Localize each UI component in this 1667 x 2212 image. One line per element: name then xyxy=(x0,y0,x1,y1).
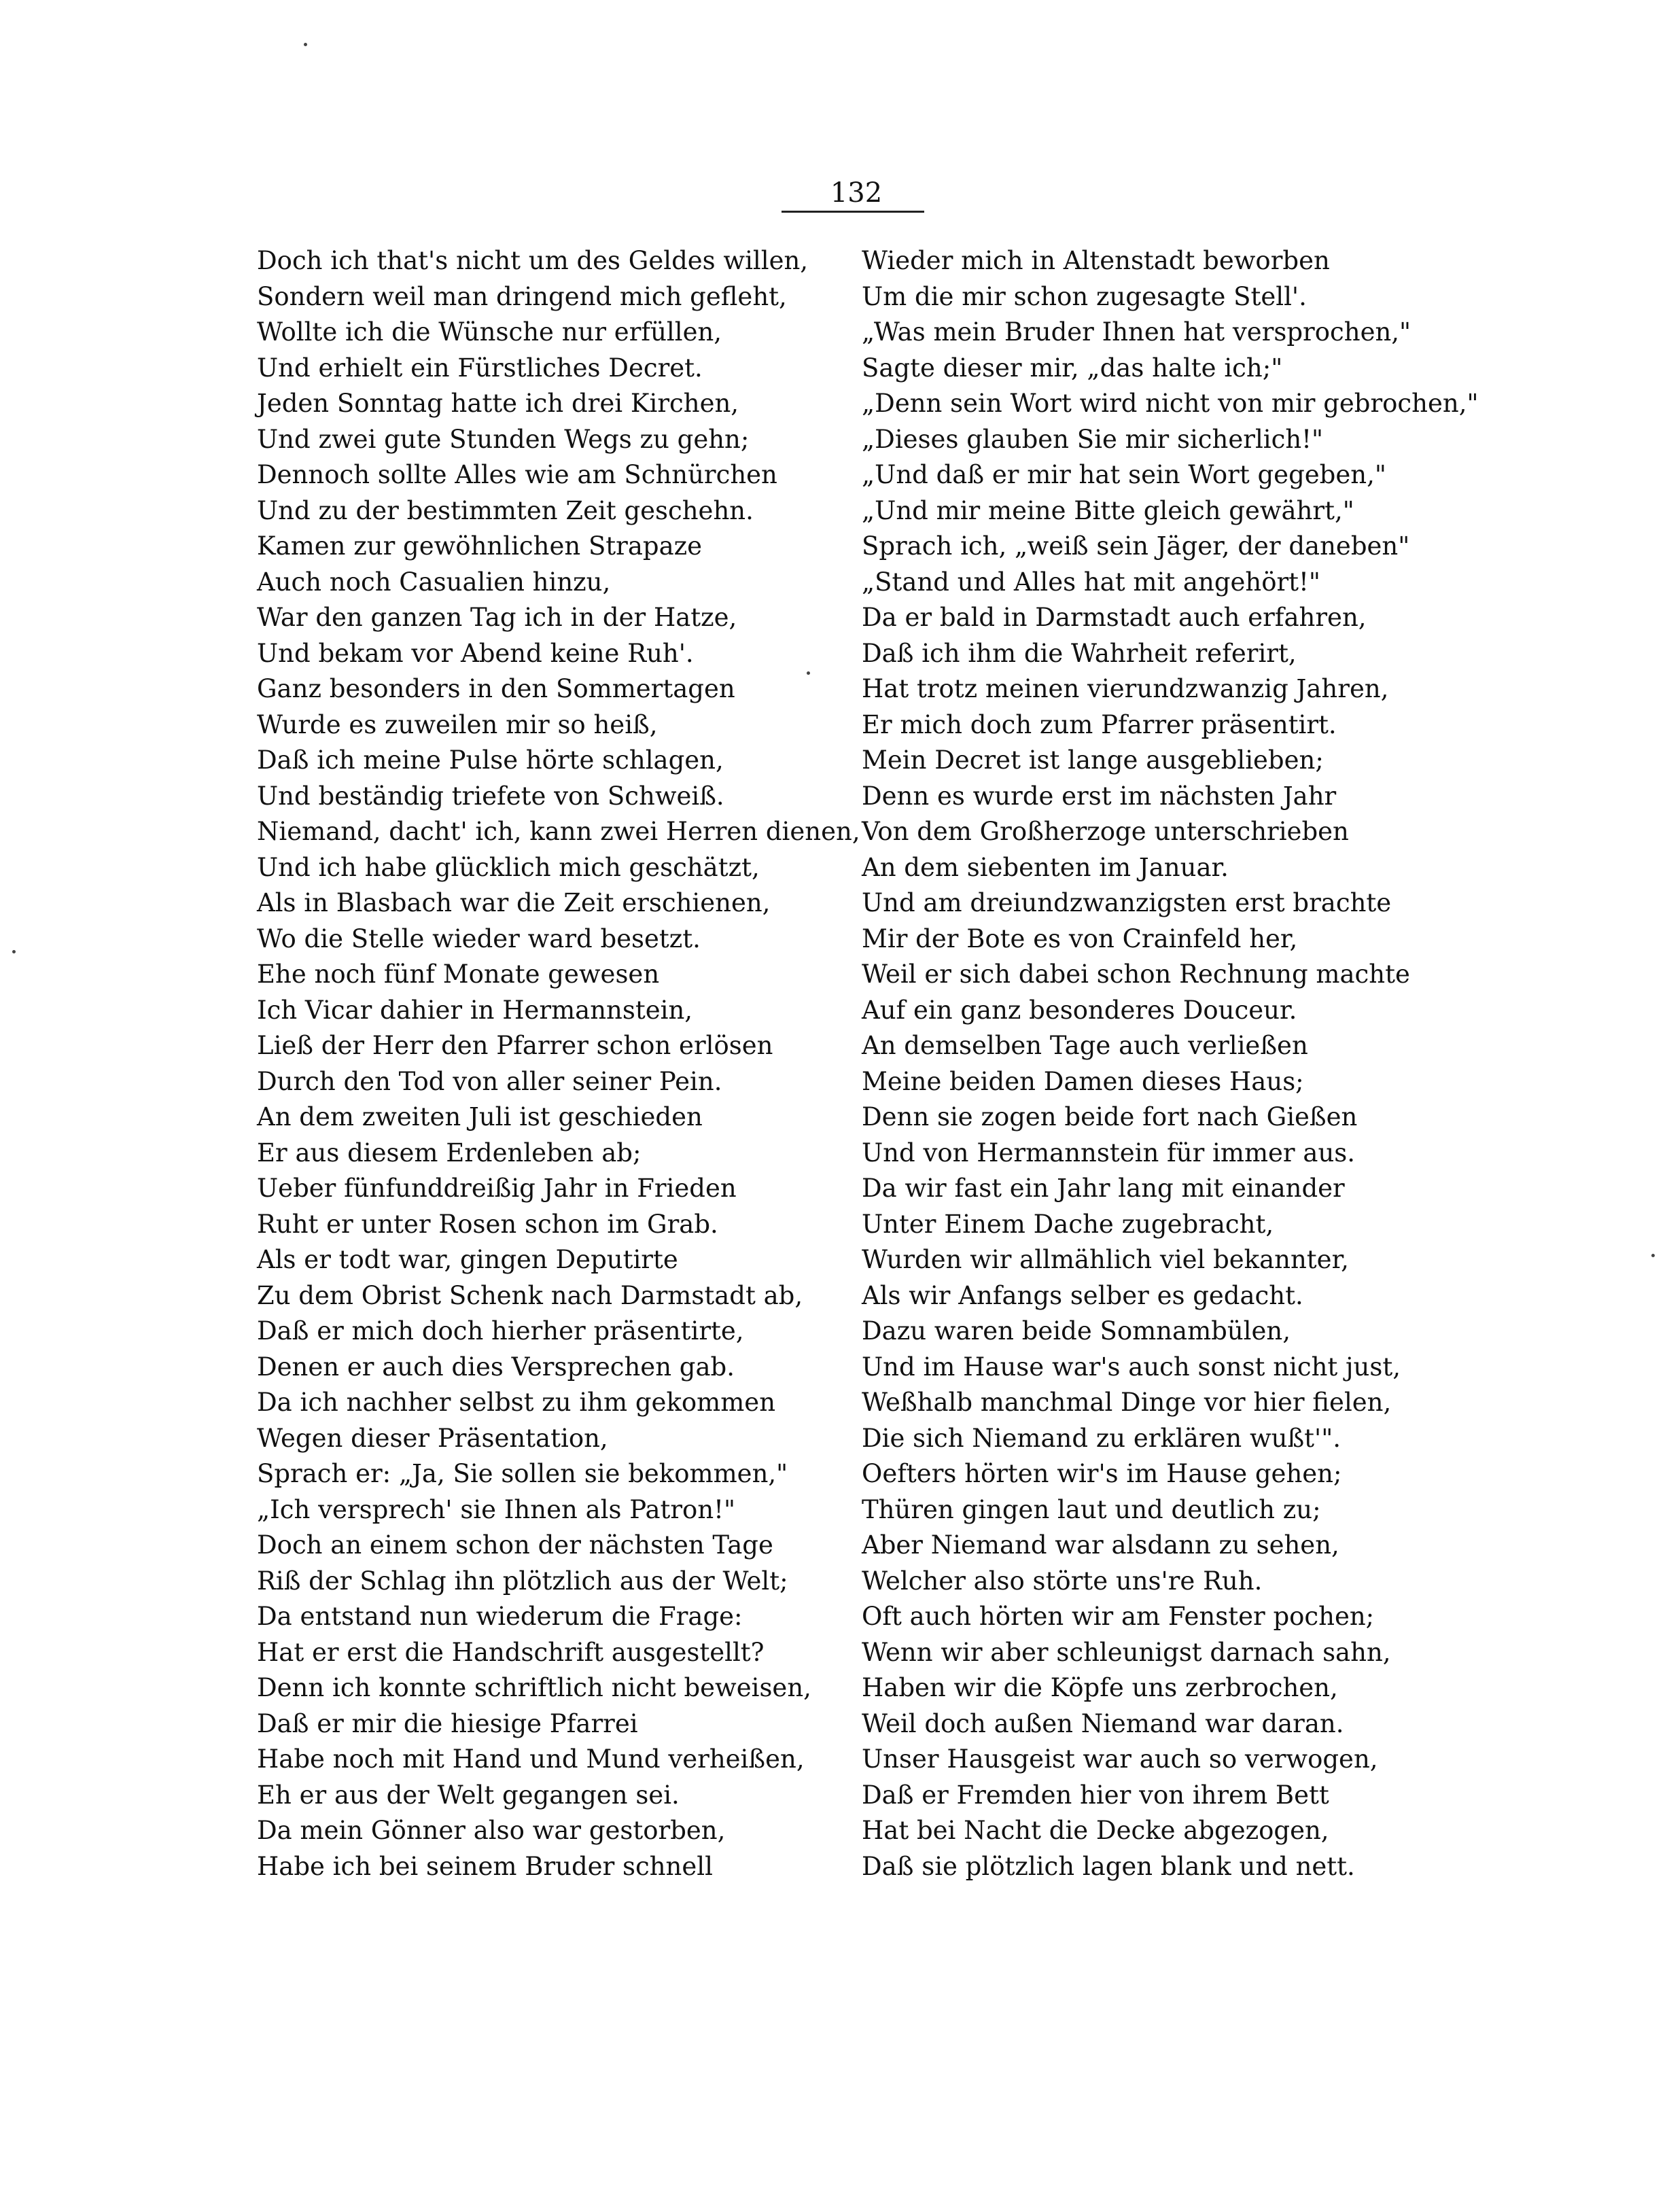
verse-line: Sagte dieser mir, „das halte ich;" xyxy=(862,353,1283,383)
verse-line: Sondern weil man dringend mich gefleht, xyxy=(257,281,787,311)
verse-line: Als er todt war, gingen Deputirte xyxy=(257,1245,678,1274)
verse-line: Da ich nachher selbst zu ihm gekommen xyxy=(257,1388,776,1417)
verse-line: Hat er erst die Handschrift ausgestellt? xyxy=(257,1637,765,1667)
verse-line: Und beständig triefete von Schweiß. xyxy=(257,781,724,811)
verse-line: Durch den Tod von aller seiner Pein. xyxy=(257,1066,722,1096)
verse-line: Mein Decret ist lange ausgeblieben; xyxy=(862,745,1324,775)
verse-line: Haben wir die Köpfe uns zerbrochen, xyxy=(862,1673,1338,1702)
verse-line: War den ganzen Tag ich in der Hatze, xyxy=(257,603,737,632)
verse-line: Da entstand nun wiederum die Frage: xyxy=(257,1602,743,1631)
verse-line: Denn sie zogen beide fort nach Gießen xyxy=(862,1102,1358,1131)
verse-line: Weßhalb manchmal Dinge vor hier fielen, xyxy=(862,1388,1392,1417)
verse-line: Ehe noch fünf Monate gewesen xyxy=(257,960,660,989)
verse-line: Hat bei Nacht die Decke abgezogen, xyxy=(862,1816,1329,1845)
verse-line: Zu dem Obrist Schenk nach Darmstadt ab, xyxy=(257,1280,803,1310)
right-verse-column xyxy=(862,243,1478,1884)
verse-line: Welcher also störte uns're Ruh. xyxy=(862,1566,1263,1596)
verse-line: Und am dreiundzwanzigsten erst brachte xyxy=(862,888,1392,917)
verse-line: Weil er sich dabei schon Rechnung machte xyxy=(862,960,1410,989)
verse-line: Daß ich meine Pulse hörte schlagen, xyxy=(257,745,724,775)
verse-line: Oefters hörten wir's im Hause gehen; xyxy=(862,1459,1342,1488)
verse-line: Dazu waren beide Somnambülen, xyxy=(862,1316,1291,1346)
verse-line: „Was mein Bruder Ihnen hat versprochen," xyxy=(862,317,1411,347)
verse-line: Unter Einem Dache zugebracht, xyxy=(862,1209,1274,1239)
verse-line: Da er bald in Darmstadt auch erfahren, xyxy=(862,603,1367,632)
verse-line: An dem siebenten im Januar. xyxy=(862,852,1229,882)
verse-line: Wurde es zuweilen mir so heiß, xyxy=(257,709,658,739)
verse-line: Da wir fast ein Jahr lang mit einander xyxy=(862,1174,1345,1203)
verse-line: Doch ich that's nicht um des Geldes willen, xyxy=(257,246,809,275)
verse-line: Denn es wurde erst im nächsten Jahr xyxy=(862,781,1337,811)
verse-line: Meine beiden Damen dieses Haus; xyxy=(862,1066,1304,1096)
verse-line: Von dem Großherzoge unterschrieben xyxy=(862,817,1349,846)
verse-line: Und zwei gute Stunden Wegs zu gehn; xyxy=(257,424,750,454)
verse-line: Und von Hermannstein für immer aus. xyxy=(862,1138,1356,1168)
verse-line: Und erhielt ein Fürstliches Decret. xyxy=(257,353,703,383)
verse-line: Wenn wir aber schleunigst darnach sahn, xyxy=(862,1637,1391,1667)
verse-line: Dennoch sollte Alles wie am Schnürchen xyxy=(257,460,777,489)
page-speck xyxy=(1651,1254,1655,1257)
verse-line: Jeden Sonntag hatte ich drei Kirchen, xyxy=(257,389,739,418)
verse-line: Riß der Schlag ihn plötzlich aus der Welt; xyxy=(257,1566,788,1596)
verse-line: Ließ der Herr den Pfarrer schon erlösen xyxy=(257,1031,773,1060)
verse-line: Und ich habe glücklich mich geschätzt, xyxy=(257,852,760,882)
verse-line: Wieder mich in Altenstadt beworben xyxy=(862,246,1330,275)
page-speck xyxy=(12,950,16,953)
verse-line: An demselben Tage auch verließen xyxy=(862,1031,1308,1060)
verse-line: Daß er mich doch hierher präsentirte, xyxy=(257,1316,744,1346)
verse-line: Wo die Stelle wieder ward besetzt. xyxy=(257,924,701,953)
verse-line: Eh er aus der Welt gegangen sei. xyxy=(257,1780,680,1810)
verse-line: Ich Vicar dahier in Hermannstein, xyxy=(257,995,693,1025)
verse-line: Er aus diesem Erdenleben ab; xyxy=(257,1138,642,1168)
verse-line: Daß ich ihm die Wahrheit referirt, xyxy=(862,638,1297,668)
verse-line: Die sich Niemand zu erklären wußt'". xyxy=(862,1423,1341,1453)
verse-line: Weil doch außen Niemand war daran. xyxy=(862,1708,1344,1738)
verse-line: Ganz besonders in den Sommertagen xyxy=(257,674,735,703)
verse-line: Unser Hausgeist war auch so verwogen, xyxy=(862,1744,1378,1774)
page-number: 132 xyxy=(830,177,883,209)
left-verse-column xyxy=(257,243,860,1884)
verse-line: Daß er mir die hiesige Pfarrei xyxy=(257,1708,638,1738)
verse-line: „Ich versprech' sie Ihnen als Patron!" xyxy=(257,1494,736,1524)
verse-line: Daß sie plötzlich lagen blank und nett. xyxy=(862,1851,1355,1881)
verse-line: Als in Blasbach war die Zeit erschienen, xyxy=(257,888,771,917)
verse-line: Wollte ich die Wünsche nur erfüllen, xyxy=(257,317,722,347)
verse-line: Da mein Gönner also war gestorben, xyxy=(257,1816,726,1845)
verse-line: Ruht er unter Rosen schon im Grab. xyxy=(257,1209,718,1239)
verse-line: Aber Niemand war alsdann zu sehen, xyxy=(862,1530,1339,1560)
verse-line: Niemand, dacht' ich, kann zwei Herren dienen, xyxy=(257,817,860,846)
verse-line: Habe noch mit Hand und Mund verheißen, xyxy=(257,1744,805,1774)
verse-line: Thüren gingen laut und deutlich zu; xyxy=(862,1494,1321,1524)
verse-line: Doch an einem schon der nächsten Tage xyxy=(257,1530,773,1560)
verse-line: Sprach er: „Ja, Sie sollen sie bekommen," xyxy=(257,1459,788,1488)
verse-line: „Denn sein Wort wird nicht von mir gebrochen," xyxy=(862,389,1479,418)
verse-line: Sprach ich, „weiß sein Jäger, der daneben" xyxy=(862,531,1410,561)
verse-line: Und bekam vor Abend keine Ruh'. xyxy=(257,638,694,668)
verse-line: Auch noch Casualien hinzu, xyxy=(257,567,611,597)
verse-line: Kamen zur gewöhnlichen Strapaze xyxy=(257,531,703,561)
verse-line: Und im Hause war's auch sonst nicht just, xyxy=(862,1352,1401,1382)
verse-line: Um die mir schon zugesagte Stell'. xyxy=(862,281,1307,311)
verse-line: Auf ein ganz besonderes Douceur. xyxy=(862,995,1297,1025)
verse-line: Daß er Fremden hier von ihrem Bett xyxy=(862,1780,1329,1810)
verse-line: „Stand und Alles hat mit angehört!" xyxy=(862,567,1320,597)
page-number-rule xyxy=(782,211,924,213)
verse-line: Wurden wir allmählich viel bekannter, xyxy=(862,1245,1349,1274)
page-speck xyxy=(304,43,307,46)
verse-line: „Und mir meine Bitte gleich gewährt," xyxy=(862,495,1354,525)
verse-line: „Und daß er mir hat sein Wort gegeben," xyxy=(862,460,1386,489)
verse-line: Mir der Bote es von Crainfeld her, xyxy=(862,924,1298,953)
verse-line: An dem zweiten Juli ist geschieden xyxy=(257,1102,703,1131)
verse-line: Und zu der bestimmten Zeit geschehn. xyxy=(257,495,754,525)
verse-line: Denen er auch dies Versprechen gab. xyxy=(257,1352,735,1382)
verse-line: Habe ich bei seinem Bruder schnell xyxy=(257,1851,713,1881)
verse-line: Er mich doch zum Pfarrer präsentirt. xyxy=(862,709,1337,739)
verse-line: Oft auch hörten wir am Fenster pochen; xyxy=(862,1602,1375,1631)
verse-line: Wegen dieser Präsentation, xyxy=(257,1423,608,1453)
verse-line: Ueber fünfunddreißig Jahr in Frieden xyxy=(257,1174,737,1203)
verse-line: Hat trotz meinen vierundzwanzig Jahren, xyxy=(862,674,1389,703)
verse-line: Denn ich konnte schriftlich nicht beweisen, xyxy=(257,1673,811,1702)
verse-line: Als wir Anfangs selber es gedacht. xyxy=(862,1280,1303,1310)
verse-line: „Dieses glauben Sie mir sicherlich!" xyxy=(862,424,1324,454)
